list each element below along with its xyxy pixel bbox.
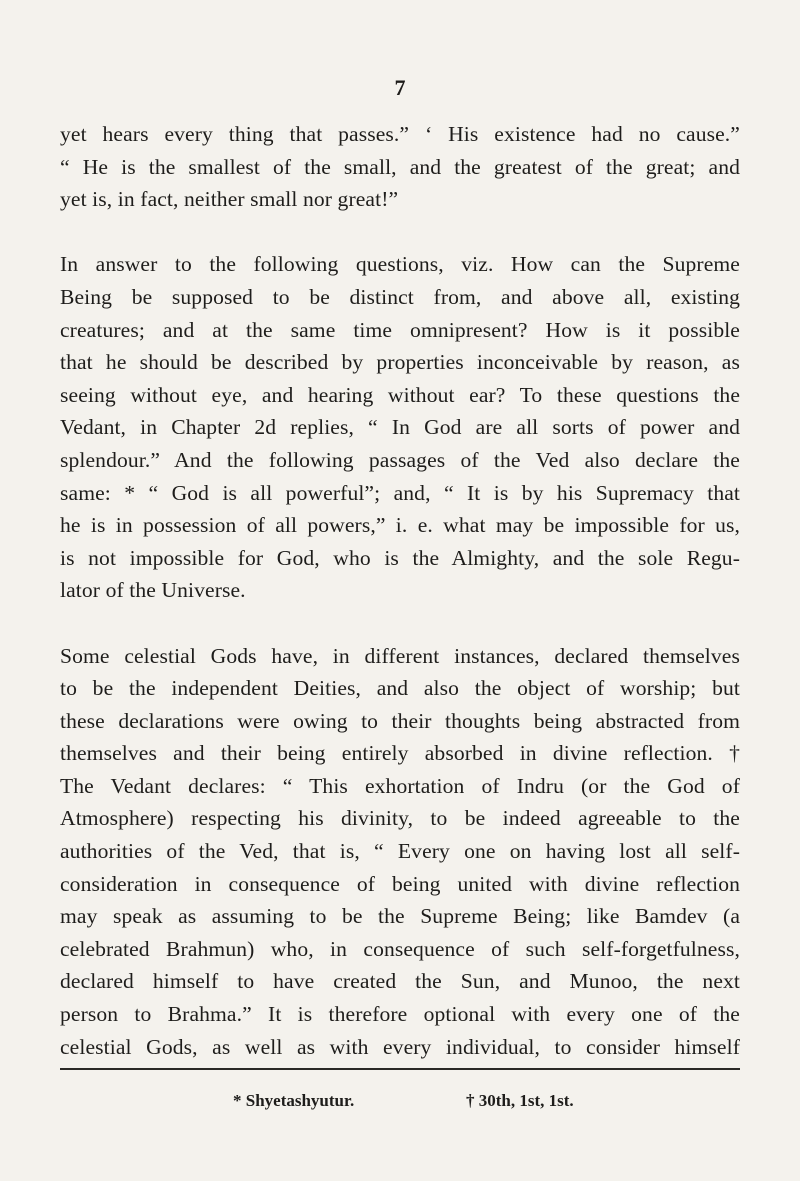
text-line: Being be supposed to be distinct from, and above all, existing bbox=[60, 284, 740, 309]
text-line: creatures; and at the same time omnipresent? How is it possible bbox=[60, 317, 740, 342]
footnotes bbox=[0, 1089, 800, 1113]
text-line: authorities of the Ved, that is, “ Every one on having lost all self- bbox=[60, 839, 740, 864]
paragraph-2 bbox=[60, 248, 740, 607]
body-text bbox=[60, 118, 740, 1063]
paragraph-3 bbox=[60, 640, 740, 1064]
text-line: celestial Gods, as well as with every individual, to consider himself bbox=[60, 1034, 740, 1059]
text-line: lator of the Universe. bbox=[60, 578, 246, 603]
text-line: Vedant, in Chapter 2d replies, “ In God are all sorts of power and bbox=[60, 415, 740, 440]
text-line: these declarations were owing to their thoughts being abstracted from bbox=[60, 708, 740, 733]
text-line: declared himself to have created the Sun, and Munoo, the next bbox=[60, 969, 740, 994]
footnote-left: * Shyetashyutur. bbox=[233, 1091, 355, 1110]
text-line: seeing without eye, and hearing without ear? To these questions the bbox=[60, 382, 740, 407]
footnote-divider bbox=[60, 1068, 740, 1070]
text-line: splendour.” And the following passages of the Ved also declare the bbox=[60, 447, 740, 472]
text-line: Some celestial Gods have, in different instances, declared themselves bbox=[60, 643, 740, 668]
text-line: themselves and their being entirely absorbed in divine reflection. † bbox=[60, 741, 740, 766]
text-line: same: * “ God is all powerful”; and, “ It is by his Supremacy that bbox=[60, 480, 740, 505]
paragraph-1 bbox=[60, 118, 740, 216]
text-line: consideration in consequence of being united with divine reflection bbox=[60, 871, 740, 896]
text-line: person to Brahma.” It is therefore optional with every one of the bbox=[60, 1002, 740, 1027]
text-line: celebrated Brahmun) who, in consequence of such self-forgetfulness, bbox=[60, 936, 740, 961]
text-line: may speak as assuming to be the Supreme Being; like Bamdev (a bbox=[60, 904, 740, 929]
text-line: to be the independent Deities, and also the object of worship; but bbox=[60, 676, 740, 701]
text-line: he is in possession of all powers,” i. e. what may be impossible for us, bbox=[60, 513, 740, 538]
text-line: that he should be described by properties inconceivable by reason, as bbox=[60, 350, 740, 375]
page-number: 7 bbox=[394, 75, 406, 100]
text-line: yet hears every thing that passes.” ‘ His existence had no cause.” bbox=[60, 122, 740, 146]
footnote-right: † 30th, 1st, 1st. bbox=[466, 1091, 574, 1110]
text-line: The Vedant declares: “ This exhortation of Indru (or the God of bbox=[60, 773, 740, 798]
text-line: In answer to the following questions, viz. How can the Supreme bbox=[60, 252, 740, 277]
text-line: is not impossible for God, who is the Almighty, and the sole Regu- bbox=[60, 545, 740, 570]
text-line: Atmosphere) respecting his divinity, to be indeed agreeable to the bbox=[60, 806, 740, 831]
text-line: “ He is the smallest of the small, and the greatest of the great; and bbox=[60, 154, 740, 179]
text-line: yet is, in fact, neither small nor great!” bbox=[60, 187, 399, 212]
